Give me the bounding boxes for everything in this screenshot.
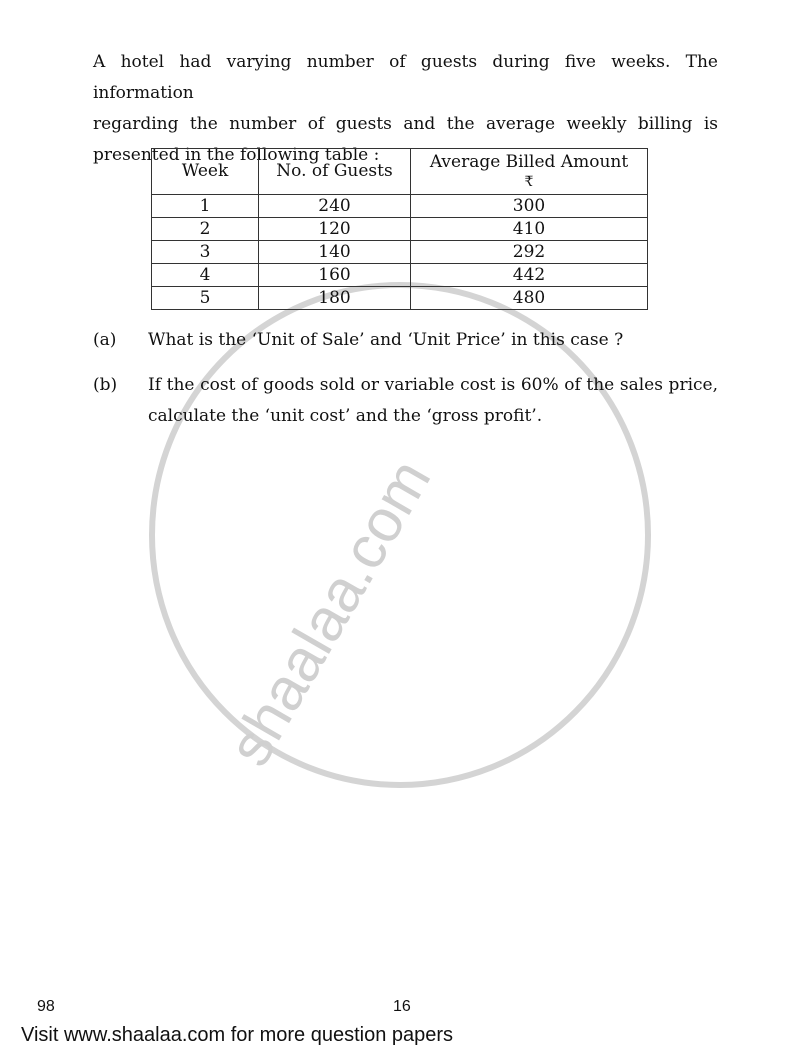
table-row [152, 287, 648, 310]
page-number: 16 [393, 998, 411, 1015]
watermark-circle [152, 285, 648, 785]
watermark-text: shaalaa.com [215, 448, 444, 777]
rupee-symbol: ₹ [524, 173, 534, 190]
cell-guests: 240 [259, 195, 411, 218]
header-amount-label: Average Billed Amount [429, 151, 629, 172]
table-row [152, 218, 648, 241]
cell-amount: 292 [411, 241, 648, 264]
question-a-label: (a) [93, 330, 117, 350]
question-a-text [148, 325, 718, 356]
cell-guests: 140 [259, 241, 411, 264]
header-amount [411, 149, 648, 195]
cell-amount: 480 [411, 287, 648, 310]
cell-week: 1 [152, 195, 259, 218]
table-row [152, 195, 648, 218]
header-week: Week [152, 149, 259, 195]
table-row [152, 264, 648, 287]
cell-week: 2 [152, 218, 259, 241]
question-line: calculate the ‘unit cost’ and the ‘gross profit’. [148, 406, 543, 426]
cell-amount: 442 [411, 264, 648, 287]
question-b-text [148, 370, 718, 432]
intro-line: presented in the following table : [93, 145, 380, 165]
intro-line: A hotel had varying number of guests during five weeks. The information [93, 52, 718, 103]
table-header-row [152, 149, 648, 195]
guests-table [151, 148, 648, 310]
cell-week: 5 [152, 287, 259, 310]
cell-week: 3 [152, 241, 259, 264]
paper-code: 98 [37, 998, 55, 1015]
question-line: What is the ‘Unit of Sale’ and ‘Unit Price’ in this case ? [148, 330, 624, 350]
cell-week: 4 [152, 264, 259, 287]
cell-guests: 180 [259, 287, 411, 310]
footer-banner: Visit www.shaalaa.com for more question papers [21, 1024, 454, 1046]
intro-line: regarding the number of guests and the average weekly billing is [93, 114, 718, 134]
header-guests: No. of Guests [259, 149, 411, 195]
table-row [152, 241, 648, 264]
cell-guests: 160 [259, 264, 411, 287]
cell-amount: 410 [411, 218, 648, 241]
question-line: If the cost of goods sold or variable cost is 60% of the sales price, [148, 375, 718, 395]
cell-guests: 120 [259, 218, 411, 241]
cell-amount: 300 [411, 195, 648, 218]
question-b-label: (b) [93, 375, 118, 395]
